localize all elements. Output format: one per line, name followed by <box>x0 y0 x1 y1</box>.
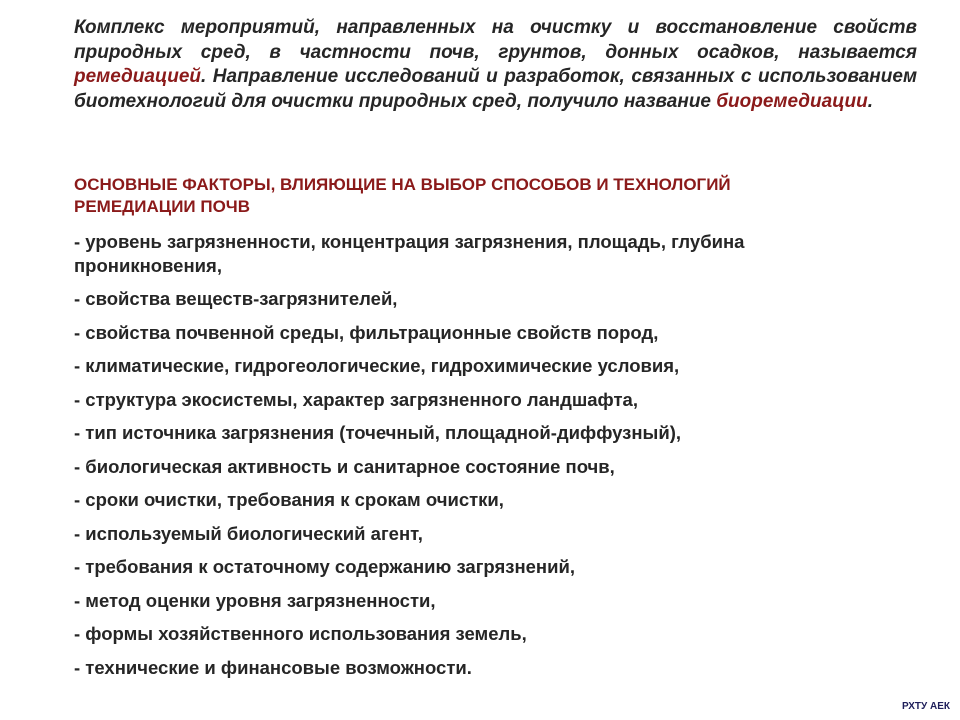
factor-item: - технические и финансовые возможности. <box>74 656 472 678</box>
footer-label: РХТУ АЕК <box>901 701 950 712</box>
factor-item: - уровень загрязненности, концентрация загрязнения, площадь, глубина проникновения, <box>74 231 745 276</box>
factor-item: - тип источника загрязнения (точечный, площадной-диффузный), <box>74 422 682 443</box>
intro-text-part1: Комплекс мероприятий, направленных на очистку и восстановление свойств природных сред, в частности почв, грунтов, донных осадков, называется <box>74 17 917 63</box>
term-remediation: ремедиацией <box>74 66 201 87</box>
factor-item: - свойства веществ-загрязнителей, <box>74 288 398 309</box>
factor-item: - используемый биологический агент, <box>74 522 423 544</box>
factors-list <box>74 230 874 689</box>
factor-item: - свойства почвенной среды, фильтрационные свойств пород, <box>74 321 659 343</box>
intro-text-part3: . <box>867 90 873 112</box>
intro-paragraph <box>74 16 917 114</box>
factor-item: - формы хозяйственного использования земель, <box>74 623 527 644</box>
factor-item: - биологическая активность и санитарное состояние почв, <box>74 455 615 477</box>
intro-text-part2: . Направление исследований и разработок, связанных с использованием биотехнологий для очистки природных сред, получило название <box>74 66 917 112</box>
factor-item: - сроки очистки, требования к срокам очистки, <box>74 489 504 510</box>
factor-item: - требования к остаточному содержанию загрязнений, <box>74 556 575 577</box>
factor-item: - климатические, гидрогеологические, гидрохимические условия, <box>74 355 680 376</box>
section-heading: ОСНОВНЫЕ ФАКТОРЫ, ВЛИЯЮЩИЕ НА ВЫБОР СПОСОБОВ И ТЕХНОЛОГИЙ РЕМЕДИАЦИИ ПОЧВ <box>74 175 731 216</box>
term-bioremediation: биоремедиации <box>716 90 868 112</box>
factor-item: - структура экосистемы, характер загрязненного ландшафта, <box>74 388 638 410</box>
factor-item: - метод оценки уровня загрязненности, <box>74 589 436 611</box>
